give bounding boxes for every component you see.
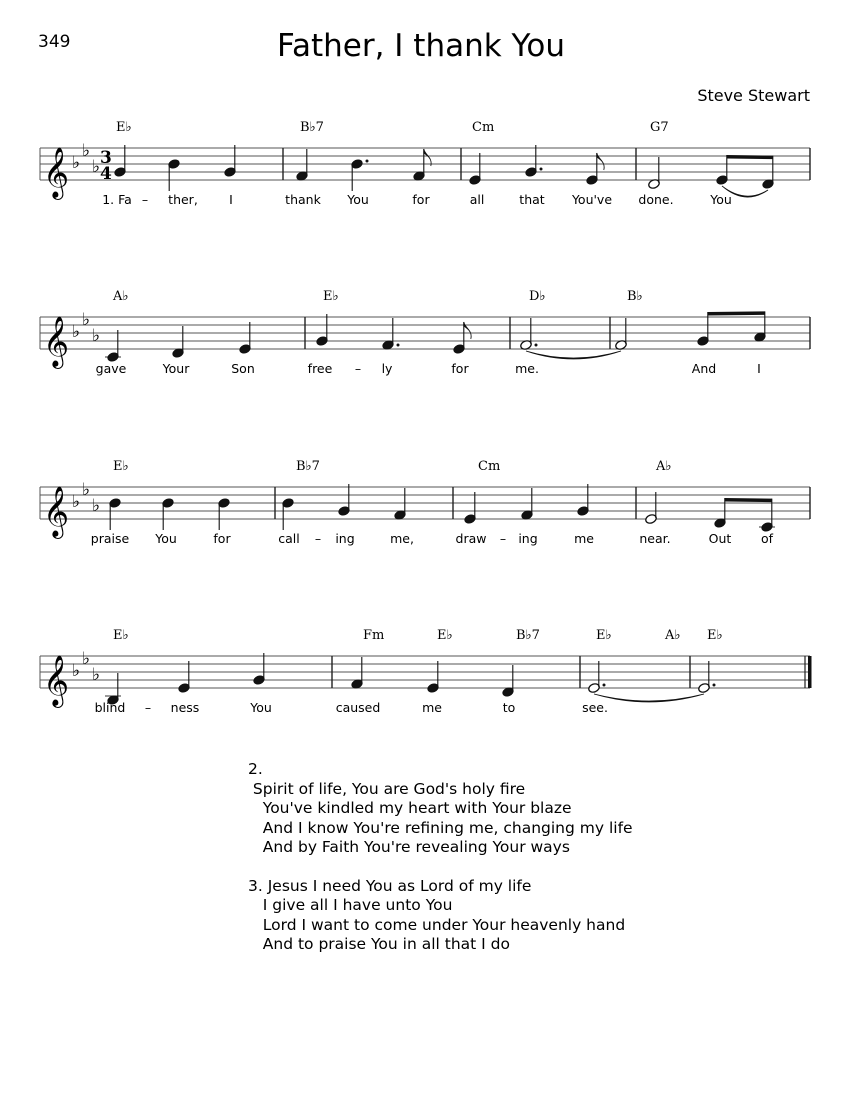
chord-symbol: Cm	[472, 120, 495, 135]
note	[648, 157, 661, 190]
lyric-syllable: done.	[638, 192, 674, 207]
lyric-syllable: I	[229, 192, 233, 207]
staff-system	[40, 459, 810, 546]
chord-symbol: B♭7	[300, 120, 324, 135]
note	[351, 657, 364, 690]
flat-icon: ♭	[72, 153, 81, 173]
lyric-syllable: for	[451, 361, 469, 376]
treble-clef-icon: 𝄞	[43, 316, 70, 367]
lyric-syllable: –	[314, 531, 322, 546]
chord-symbol: B♭7	[516, 628, 540, 643]
time-signature-bottom: 4	[100, 164, 112, 184]
chord-symbol: B♭7	[296, 459, 320, 474]
verse-line: And I know You're refining me, changing my life	[248, 818, 633, 837]
lyric-syllable: You've	[571, 192, 613, 207]
lyric-syllable: And	[691, 361, 717, 376]
treble-clef-icon: 𝄞	[43, 147, 70, 198]
verse-line: And to praise You in all that I do	[248, 935, 510, 953]
note	[464, 492, 477, 525]
note	[316, 314, 329, 347]
verse-line: Spirit of life, You are God's holy fire	[248, 779, 526, 798]
lyric-syllable: me	[574, 531, 594, 546]
lyric-syllable: near.	[639, 531, 671, 546]
lyric-syllable: caused	[335, 700, 381, 715]
time-signature-top: 3	[100, 148, 112, 168]
note	[502, 665, 515, 698]
chord-symbol: E♭	[116, 120, 132, 135]
chord-symbol: Cm	[478, 459, 501, 474]
dot	[366, 160, 369, 163]
chord-symbol: E♭	[113, 628, 129, 643]
flag	[424, 149, 431, 166]
chord-symbol: E♭	[707, 628, 723, 643]
chord-symbol: D♭	[529, 289, 546, 304]
note	[253, 653, 266, 686]
lyric-syllable: to	[502, 700, 516, 715]
lyric-syllable: 1. Fa	[102, 192, 132, 207]
lyric-syllable: You	[347, 192, 369, 207]
note	[754, 311, 767, 342]
note	[521, 488, 534, 521]
beam	[725, 498, 772, 502]
note	[351, 158, 369, 191]
flat-icon: ♭	[92, 496, 101, 516]
lyric-syllable: all	[469, 192, 485, 207]
verse-line: Lord I want to come under Your heavenly hand	[248, 915, 626, 934]
lyric-syllable: praise	[90, 531, 130, 546]
lyric-syllable: You	[155, 531, 177, 546]
note	[114, 145, 127, 178]
chord-symbol: A♭	[656, 459, 672, 474]
lyric-syllable: for	[213, 531, 231, 546]
lyric-syllable: me	[422, 700, 442, 715]
note	[762, 156, 775, 190]
chord-symbol: A♭	[665, 628, 681, 643]
flat-icon: ♭	[72, 661, 81, 681]
chord-symbol: G7	[650, 120, 669, 135]
dot	[535, 344, 538, 347]
lyric-syllable: blind	[94, 700, 126, 715]
note	[577, 484, 590, 517]
flat-icon: ♭	[72, 322, 81, 342]
verse-line: You've kindled my heart with Your blaze	[248, 799, 572, 817]
note	[178, 661, 191, 694]
lyric-syllable: –	[354, 361, 362, 376]
treble-clef-icon: 𝄞	[43, 486, 70, 537]
note	[588, 661, 606, 694]
tie	[526, 351, 621, 359]
lyric-syllable: call	[278, 531, 300, 546]
dot	[540, 168, 543, 171]
song-title: Father, I thank You	[277, 28, 565, 64]
verse-gap	[248, 858, 633, 877]
lyric-syllable: Your	[162, 361, 190, 376]
lyric-syllable: gave	[95, 361, 127, 376]
flat-icon: ♭	[82, 649, 91, 669]
note	[224, 145, 237, 178]
chord-symbol: E♭	[437, 628, 453, 643]
note	[296, 149, 309, 182]
flat-icon: ♭	[82, 480, 91, 500]
lyric-syllable: You	[710, 192, 732, 207]
lyric-syllable: thank	[285, 192, 321, 207]
page-number: 349	[38, 32, 71, 52]
beam	[727, 155, 773, 159]
lyric-syllable: ness	[170, 700, 200, 715]
chord-symbol: E♭	[323, 289, 339, 304]
flat-icon: ♭	[92, 665, 101, 685]
lyric-syllable: ther,	[168, 192, 198, 207]
lyric-syllable: Out	[708, 531, 732, 546]
note	[105, 330, 121, 363]
lyric-syllable: –	[141, 192, 149, 207]
note	[109, 497, 122, 530]
lyric-syllable: –	[499, 531, 507, 546]
lyric-syllable: see.	[582, 700, 608, 715]
lyric-syllable: I	[757, 361, 761, 376]
lyric-syllable: for	[412, 192, 430, 207]
note	[586, 153, 605, 186]
note	[716, 155, 773, 186]
tie	[594, 694, 704, 702]
chord-symbol: B♭	[627, 289, 643, 304]
note	[382, 318, 400, 351]
verse-line: 3. Jesus I need You as Lord of my life	[248, 876, 532, 895]
note	[239, 322, 252, 355]
note	[453, 322, 472, 355]
additional-verses	[248, 760, 633, 955]
flat-icon: ♭	[72, 492, 81, 512]
flat-icon: ♭	[92, 157, 101, 177]
lyric-syllable: draw	[455, 531, 487, 546]
dot	[713, 684, 716, 687]
note	[162, 497, 175, 530]
note	[168, 158, 181, 191]
lyric-syllable: ly	[381, 361, 393, 376]
flat-icon: ♭	[82, 310, 91, 330]
treble-clef-icon: 𝄞	[43, 655, 70, 706]
beam	[708, 311, 765, 315]
flat-icon: ♭	[92, 326, 101, 346]
composer: Steve Stewart	[697, 86, 810, 105]
chord-symbol: A♭	[113, 289, 129, 304]
note	[413, 149, 432, 182]
note	[698, 661, 716, 694]
note	[520, 318, 538, 351]
verse-line: And by Faith You're revealing Your ways	[248, 838, 570, 856]
flat-icon: ♭	[82, 141, 91, 161]
note	[525, 145, 543, 178]
note	[282, 497, 295, 530]
staff-system	[40, 628, 812, 715]
note	[394, 488, 407, 521]
note	[645, 492, 658, 525]
lyric-syllable: ing	[335, 531, 355, 546]
note	[218, 497, 231, 530]
lyric-syllable: that	[519, 192, 545, 207]
dot	[603, 684, 606, 687]
staff-system	[40, 120, 810, 207]
note	[338, 484, 351, 517]
note	[615, 318, 628, 351]
chord-symbol: Fm	[363, 628, 385, 643]
lyric-syllable: me,	[390, 531, 414, 546]
note	[172, 326, 185, 359]
verse-line: I give all I have unto You	[248, 896, 453, 914]
staff-system	[40, 289, 810, 376]
verse-line: 2.	[248, 760, 263, 778]
lyric-syllable: Son	[231, 361, 255, 376]
lyric-syllable: free	[307, 361, 333, 376]
note	[427, 661, 440, 694]
lyric-syllable: –	[144, 700, 152, 715]
lyric-syllable: me.	[515, 361, 539, 376]
lyric-syllable: You	[250, 700, 272, 715]
dot	[397, 344, 400, 347]
note	[759, 499, 775, 533]
final-barline-thick	[808, 656, 812, 688]
lyric-syllable: ing	[518, 531, 538, 546]
chord-symbol: E♭	[596, 628, 612, 643]
lyric-syllable: of	[760, 531, 774, 546]
note	[469, 153, 482, 186]
chord-symbol: E♭	[113, 459, 129, 474]
